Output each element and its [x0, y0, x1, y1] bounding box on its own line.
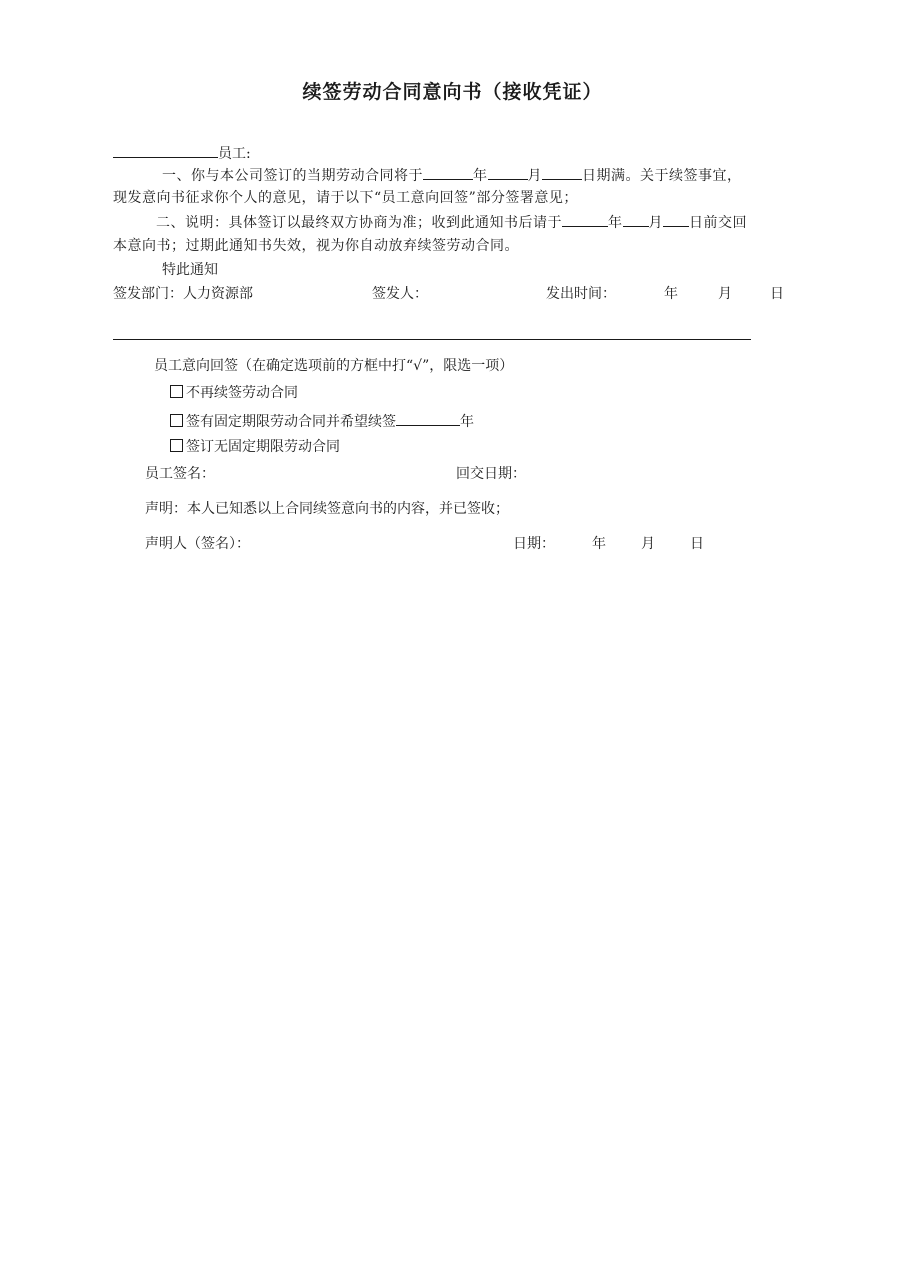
issue-year: 年 [664, 286, 678, 302]
option-open-ended[interactable] [170, 437, 340, 457]
option-fixed-term[interactable] [170, 410, 474, 432]
para2-line1 [156, 211, 747, 233]
declaration-date-label: 日期： [513, 536, 555, 552]
issue-month: 月 [718, 286, 732, 302]
para2-month-label: 月 [648, 215, 663, 231]
para1-year-label: 年 [473, 168, 488, 184]
declaration-month: 月 [641, 536, 655, 552]
checkbox[interactable] [170, 439, 183, 452]
return-date-label: 回交日期： [456, 466, 526, 482]
expiry-year-blank[interactable] [423, 164, 473, 180]
employee-signature-label: 员工签名： [145, 466, 215, 482]
declaration-year: 年 [592, 536, 606, 552]
para1-lead: 一、你与本公司签订的当期劳动合同将于 [162, 168, 423, 184]
return-month-blank[interactable] [623, 211, 649, 227]
statement-text: 声明：本人已知悉以上合同续签意向书的内容，并已签收； [145, 501, 509, 517]
para2-year-label: 年 [608, 215, 623, 231]
option-label: 不再续签劳动合同 [186, 385, 298, 401]
return-year-blank[interactable] [562, 211, 608, 227]
notice-text: 特此通知 [162, 262, 218, 278]
declaration-day: 日 [690, 536, 704, 552]
return-day-blank[interactable] [663, 211, 689, 227]
option-no-renewal[interactable] [170, 383, 298, 403]
employee-line [113, 142, 251, 164]
issue-day: 日 [770, 286, 784, 302]
reply-heading: 员工意向回签（在确定选项前的方框中打“√”，限选一项） [154, 358, 514, 374]
para2-lead: 二、说明：具体签订以最终双方协商为准；收到此通知书后请于 [156, 215, 562, 231]
employee-label: 员工: [218, 146, 251, 162]
document-title: 续签劳动合同意向书（接收凭证） [302, 81, 603, 103]
para1-line1 [162, 164, 742, 186]
declarant-label: 声明人（签名）： [145, 536, 250, 552]
issuing-dept: 签发部门：人力资源部 [113, 286, 253, 302]
issue-time-label: 发出时间： [546, 286, 616, 302]
para2-tail: 日前交回 [689, 215, 747, 231]
option-label: 签订无固定期限劳动合同 [186, 439, 340, 455]
para1-tail: 日期满。关于续签事宜， [582, 168, 742, 184]
employee-name-blank[interactable] [113, 142, 218, 158]
para1-month-label: 月 [527, 168, 542, 184]
renewal-years-blank[interactable] [396, 410, 460, 426]
issuer-signer: 签发人： [372, 286, 428, 302]
expiry-day-blank[interactable] [542, 164, 582, 180]
expiry-month-blank[interactable] [488, 164, 528, 180]
checkbox[interactable] [170, 385, 183, 398]
para1-line2: 现发意向书征求你个人的意见，请于以下“员工意向回签”部分签署意见； [113, 190, 578, 206]
para2-line2: 本意向书；过期此通知书失效，视为你自动放弃续签劳动合同。 [113, 238, 519, 254]
section-divider [113, 339, 751, 340]
option-suffix: 年 [460, 414, 474, 430]
checkbox[interactable] [170, 414, 183, 427]
option-label: 签有固定期限劳动合同并希望续签 [186, 414, 396, 430]
